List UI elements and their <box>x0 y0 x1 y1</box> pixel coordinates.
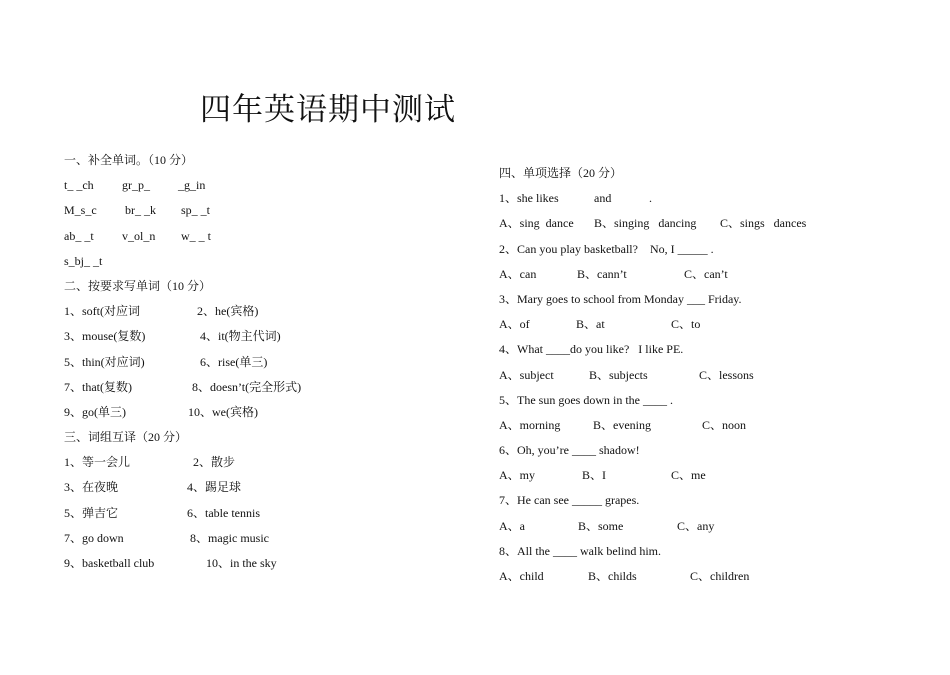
word-row <box>64 253 464 278</box>
exercise-item: 2、he(宾格) <box>197 304 259 319</box>
exercise-item: 5、thin(对应词) <box>64 354 145 369</box>
exercise-row <box>64 505 464 530</box>
options-line <box>499 417 919 442</box>
option-c: C、to <box>671 317 701 332</box>
question-text: 5、The sun goes down in the ____ . <box>499 392 673 407</box>
word-blank: M_s_c <box>64 203 97 218</box>
section-heading-3: 三、词组互译（20 分） <box>64 430 188 445</box>
exercise-item: 9、basketball club <box>64 556 155 570</box>
option-b: B、at <box>576 317 605 332</box>
option-a: A、morning <box>499 417 561 432</box>
right-column <box>499 165 919 593</box>
exercise-item: 2、散步 <box>193 455 236 470</box>
question-text: 7、He can see _____ grapes. <box>499 493 640 508</box>
option-c: C、children <box>690 569 750 583</box>
exercise-item: 1、等一会儿 <box>64 455 131 470</box>
word-blank: s_bj_ _t <box>64 253 103 268</box>
exercise-item: 9、go(单三) <box>64 404 126 419</box>
question-text: 8、All the ____ walk belind him. <box>499 543 661 558</box>
question-line <box>499 442 919 467</box>
left-column <box>64 152 464 580</box>
page-title: 四年英语期中测试 <box>200 92 456 127</box>
question-text: 1、she likes <box>499 191 559 206</box>
exercise-item: 6、table tennis <box>187 505 260 520</box>
option-b: B、I <box>582 468 607 483</box>
exercise-row <box>64 328 464 353</box>
word-blank: _g_in <box>178 178 206 193</box>
exercise-item: 3、mouse(复数) <box>64 329 146 344</box>
question-text: 4、What ____do you like? I like PE. <box>499 342 684 357</box>
option-a: A、sing dance <box>499 216 574 231</box>
question-line <box>499 241 919 266</box>
exercise-row <box>64 354 464 379</box>
word-blank: w_ _ t <box>181 228 211 243</box>
exercise-item: 8、doesn’t(完全形式) <box>192 379 302 394</box>
word-blank: t_ _ch <box>64 178 94 193</box>
question-line <box>499 492 919 517</box>
option-b: B、some <box>578 518 624 533</box>
option-a: A、subject <box>499 367 554 382</box>
exercise-item: 5、弹吉它 <box>64 505 119 520</box>
exercise-item: 7、that(复数) <box>64 379 132 394</box>
exercise-item: 3、在夜晚 <box>64 480 119 495</box>
exercise-row <box>64 479 464 504</box>
options-line <box>499 568 919 593</box>
options-line <box>499 215 919 240</box>
option-b: B、childs <box>588 569 637 583</box>
exercise-row <box>64 530 464 555</box>
options-line <box>499 316 919 341</box>
exercise-item: 10、in the sky <box>206 556 277 570</box>
options-line <box>499 266 919 291</box>
option-c: C、sings dances <box>720 216 807 231</box>
options-line <box>499 367 919 392</box>
exercise-item: 10、we(宾格) <box>188 404 258 419</box>
exercise-item: 4、踢足球 <box>187 480 242 495</box>
question-line <box>499 392 919 417</box>
question-line <box>499 190 919 215</box>
word-blank: v_ol_n <box>122 228 156 243</box>
option-b: B、subjects <box>589 367 648 382</box>
exercise-item: 1、soft(对应词 <box>64 304 140 319</box>
exercise-row <box>64 454 464 479</box>
exercise-item: 4、it(物主代词) <box>200 329 281 344</box>
option-b: B、evening <box>593 417 651 432</box>
option-c: C、lessons <box>699 367 754 382</box>
word-blank: sp_ _t <box>181 203 211 218</box>
option-a: A、child <box>499 569 544 583</box>
option-c: C、any <box>677 518 715 533</box>
option-a: A、can <box>499 266 537 281</box>
option-a: A、of <box>499 317 530 332</box>
option-a: A、my <box>499 468 536 483</box>
question-line <box>499 543 919 568</box>
exercise-row <box>64 404 464 429</box>
section-heading-2: 二、按要求写单词（10 分） <box>64 278 212 293</box>
option-a: A、a <box>499 518 525 533</box>
word-row <box>64 177 464 202</box>
section-heading-1: 一、补全单词。（10 分） <box>64 153 194 167</box>
option-c: C、me <box>671 468 706 483</box>
options-line <box>499 467 919 492</box>
word-blank: br_ _k <box>125 203 156 218</box>
word-blank: ab_ _t <box>64 228 94 243</box>
option-b: B、cann’t <box>577 266 627 281</box>
word-row <box>64 202 464 227</box>
question-text: and <box>594 191 612 206</box>
option-c: C、noon <box>702 417 747 432</box>
question-line <box>499 291 919 316</box>
option-c: C、can’t <box>684 266 728 281</box>
question-text: 2、Can you play basketball? No, I _____ . <box>499 241 714 256</box>
word-blank: gr_p_ <box>122 178 150 193</box>
exercise-row <box>64 555 464 580</box>
question-text: 6、Oh, you’re ____ shadow! <box>499 443 640 458</box>
exercise-row <box>64 303 464 328</box>
question-text: 3、Mary goes to school from Monday ___ Friday. <box>499 291 742 306</box>
question-line <box>499 341 919 366</box>
exercise-item: 7、go down <box>64 530 124 545</box>
exercise-row <box>64 379 464 404</box>
question-text: . <box>649 191 652 206</box>
option-b: B、singing dancing <box>594 216 697 231</box>
exercise-item: 6、rise(单三) <box>200 354 268 369</box>
exercise-item: 8、magic music <box>190 530 269 545</box>
options-line <box>499 518 919 543</box>
section-heading-4: 四、单项选择（20 分） <box>499 166 623 180</box>
word-row <box>64 228 464 253</box>
